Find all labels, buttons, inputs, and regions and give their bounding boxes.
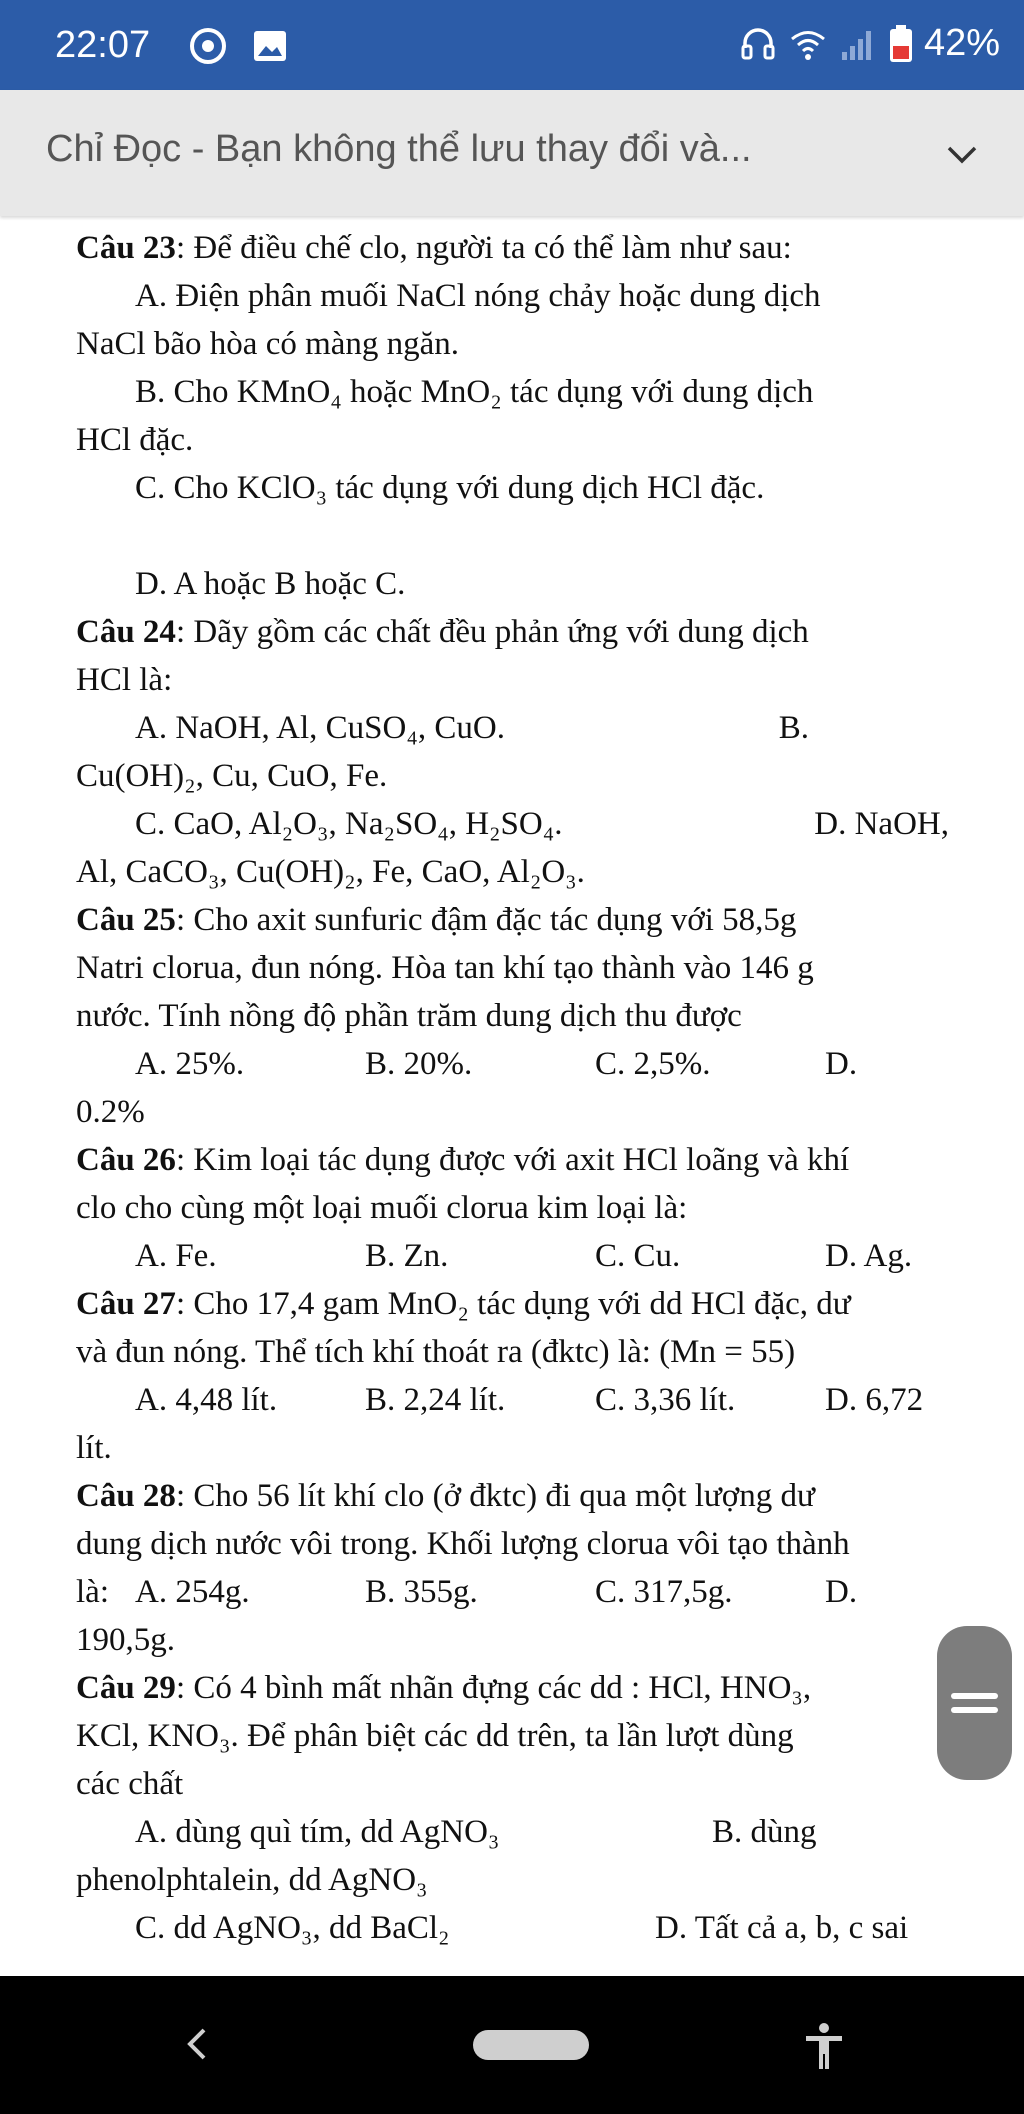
- question-26-cont: clo cho cùng một loại muối clorua kim loại là:: [76, 1190, 688, 1226]
- q24-option-d-cont: Al, CaCO₃, Cu(OH)₂, Fe, CaO, Al₂O₃.: [76, 854, 585, 890]
- question-27: Câu 27: Cho 17,4 gam MnO₂ tác dụng với dd HCl đặc, dư: [76, 1286, 851, 1322]
- q25-option-a: A. 25%.: [135, 1046, 245, 1082]
- battery-icon: [888, 24, 914, 64]
- home-pill-icon[interactable]: [473, 2030, 589, 2060]
- battery-percent: 42%: [923, 22, 1000, 64]
- question-29: Câu 29: Có 4 bình mất nhãn đựng các dd : HCl, HNO₃,: [76, 1670, 812, 1706]
- scroll-handle[interactable]: [937, 1626, 1012, 1780]
- q28-option-d-cont: 190,5g.: [76, 1622, 175, 1658]
- q23-option-b: B. Cho KMnO₄ hoặc MnO₂ tác dụng với dung dịch: [135, 374, 814, 410]
- question-25: Câu 25: Cho axit sunfuric đậm đặc tác dụng với 58,5g: [76, 902, 797, 938]
- read-only-message: Chỉ Đọc - Bạn không thể lưu thay đổi và...: [46, 128, 752, 170]
- q29-option-b-cont: phenolphtalein, dd AgNO₃: [76, 1862, 428, 1898]
- q27-option-d: D. 6,72: [825, 1382, 924, 1418]
- q27-option-c: C. 3,36 lít.: [595, 1382, 736, 1418]
- question-23: Câu 23: Để điều chế clo, người ta có thể làm như sau:: [76, 230, 792, 266]
- chevron-down-icon[interactable]: [944, 136, 980, 172]
- question-24-cont: HCl là:: [76, 662, 173, 698]
- q26-option-c: C. Cu.: [595, 1238, 681, 1274]
- headset-icon: [738, 24, 778, 64]
- q28-option-a: A. 254g.: [135, 1574, 250, 1610]
- q28-option-b: B. 355g.: [365, 1574, 478, 1610]
- q26-option-a: A. Fe.: [135, 1238, 217, 1274]
- navigation-bar: [0, 1976, 1024, 2114]
- q29-option-b: B. dùng: [712, 1814, 817, 1850]
- q23-option-a: A. Điện phân muối NaCl nóng chảy hoặc dung dịch: [135, 278, 821, 314]
- q25-option-c: C. 2,5%.: [595, 1046, 711, 1082]
- q23-option-d: D. A hoặc B hoặc C.: [135, 566, 406, 602]
- question-25-cont2: nước. Tính nồng độ phần trăm dung dịch thu được: [76, 998, 742, 1034]
- q28-option-d: D.: [825, 1574, 858, 1610]
- question-25-cont: Natri clorua, đun nóng. Hòa tan khí tạo thành vào 146 g: [76, 950, 814, 986]
- image-notification-icon: [250, 26, 290, 66]
- q23-option-b-cont: HCl đặc.: [76, 422, 194, 458]
- q27-option-a: A. 4,48 lít.: [135, 1382, 278, 1418]
- question-28: Câu 28: Cho 56 lít khí clo (ở đktc) đi qua một lượng dư: [76, 1478, 815, 1514]
- status-indicators: [738, 22, 1000, 65]
- q26-option-b: B. Zn.: [365, 1238, 449, 1274]
- q24-options-cd: C. CaO, Al₂O₃, Na₂SO₄, H₂SO₄. D. NaOH,: [135, 806, 949, 842]
- question-28-cont: dung dịch nước vôi trong. Khối lượng clorua vôi tạo thành: [76, 1526, 850, 1562]
- q23-option-c: C. Cho KClO₃ tác dụng với dung dịch HCl đặc.: [135, 470, 765, 506]
- q25-option-d: D.: [825, 1046, 858, 1082]
- status-time: 22:07: [55, 24, 151, 66]
- q28-prefix: là:: [76, 1574, 109, 1610]
- q23-option-a-cont: NaCl bão hòa có màng ngăn.: [76, 326, 460, 362]
- q24-options-ab: A. NaOH, Al, CuSO₄, CuO. B.: [135, 710, 809, 746]
- question-29-cont2: các chất: [76, 1766, 184, 1802]
- q28-option-c: C. 317,5g.: [595, 1574, 733, 1610]
- q25-option-d-cont: 0.2%: [76, 1094, 145, 1130]
- q27-option-d-cont: lít.: [76, 1430, 112, 1466]
- question-29-cont: KCl, KNO₃. Để phân biệt các dd trên, ta lần lượt dùng: [76, 1718, 794, 1754]
- question-26: Câu 26: Kim loại tác dụng được với axit HCl loãng và khí: [76, 1142, 850, 1178]
- read-only-banner[interactable]: [0, 90, 1024, 216]
- question-27-cont: và đun nóng. Thể tích khí thoát ra (đktc) là: (Mn = 55): [76, 1334, 796, 1370]
- signal-icon: [838, 24, 878, 64]
- q25-option-b: B. 20%.: [365, 1046, 473, 1082]
- q29-option-c: C. dd AgNO₃, dd BaCl₂: [135, 1910, 450, 1946]
- back-icon[interactable]: [182, 2024, 212, 2064]
- status-bar: [0, 0, 1024, 90]
- q29-option-d: D. Tất cả a, b, c sai: [655, 1910, 909, 1946]
- question-24: Câu 24: Dãy gồm các chất đều phản ứng với dung dịch: [76, 614, 809, 650]
- q27-option-b: B. 2,24 lít.: [365, 1382, 506, 1418]
- q24-option-b-cont: Cu(OH)₂, Cu, CuO, Fe.: [76, 758, 388, 794]
- document-content: [0, 216, 1024, 1976]
- vpn-icon: [188, 26, 228, 66]
- q26-option-d: D. Ag.: [825, 1238, 913, 1274]
- q29-option-a: A. dùng quì tím, dd AgNO₃: [135, 1814, 500, 1850]
- accessibility-icon[interactable]: [802, 2022, 846, 2070]
- wifi-icon: [788, 24, 828, 64]
